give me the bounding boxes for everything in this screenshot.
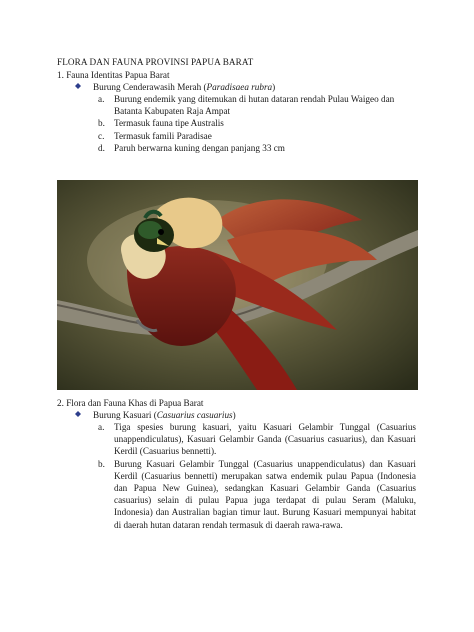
list-letter: d.: [98, 142, 105, 153]
bird-photo-illustration: [57, 180, 418, 390]
list-letter: a.: [98, 94, 105, 104]
list-text: Tiga spesies burung kasuari, yaitu Kasuari Gelambir Tunggal (Casuarius unappendiculatus), Kasuari Gelambir Ganda (Casuarius casuarius), dan Kasuari Kerdil (Casuarius bennetti).: [114, 422, 416, 457]
document-title: FLORA DAN FAUNA PROVINSI PAPUA BARAT: [57, 57, 254, 67]
bullet-text: Burung Cenderawasih Merah (: [93, 82, 207, 92]
latin-name: Paradisaea rubra: [206, 82, 273, 92]
list-text: Termasuk fauna tipe Australis: [114, 118, 224, 129]
latin-name: Casuarius casuarius: [156, 410, 233, 420]
section-1-heading: 1. Fauna Identitas Papua Barat: [57, 70, 170, 80]
bullet-text: Burung Kasuari (: [93, 410, 157, 420]
list-text: Termasuk famili Paradisae: [114, 130, 212, 141]
list-letter: c.: [98, 130, 105, 141]
section-2-bullet: Burung Kasuari (Casuarius casuarius): [75, 409, 236, 421]
list-item: [98, 458, 416, 531]
diamond-bullet-icon: [75, 83, 81, 89]
list-item: [98, 117, 416, 129]
bird-of-paradise-photo: [57, 180, 418, 390]
list-text: Burung endemik yang ditemukan di hutan dataran rendah Pulau Waigeo dan Batanta Kabupaten Raja Ampat: [114, 94, 395, 117]
diamond-bullet-icon: [75, 411, 81, 417]
section-1-list: [98, 93, 416, 154]
list-item: [98, 93, 416, 117]
list-item: [98, 130, 416, 142]
list-text: Burung Kasuari Gelambir Tunggal (Casuarius unappendiculatus) dan Kasuari Kerdil (Casuarius bennetti) merupakan satwa endemik pulau Papua (Indonesia dan Papua New Guinea), sedangkan Kasuari Gelambir Ganda (Casuarius casuarius) selain di pulau Papua juga terdapat di pulau Seram (Maluku, Indonesia) dan Australian bagian timur laut. Burung Kasuari mempunyai habitat di daerah hutan dataran rendah termasuk di daerah rawa-rawa.: [114, 458, 416, 530]
list-letter: b.: [98, 458, 105, 469]
list-item: [98, 421, 416, 458]
section-1-bullet: Burung Cenderawasih Merah (Paradisaea rubra): [75, 81, 275, 93]
section-2-heading: 2. Flora dan Fauna Khas di Papua Barat: [57, 398, 204, 408]
list-item: [98, 142, 416, 154]
list-letter: b.: [98, 118, 105, 129]
list-letter: a.: [98, 422, 105, 432]
list-text: Paruh berwarna kuning dengan panjang 33 cm: [114, 142, 285, 153]
section-2-list: [98, 421, 416, 531]
